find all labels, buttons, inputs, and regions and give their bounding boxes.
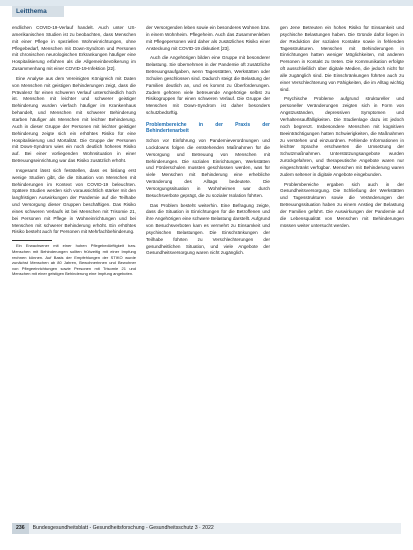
paragraph: Eine Analyse aus dem Vereinigten Königreich mit Daten von Menschen mit geistigen Behinderungen zeigt, dass die Prävalenz für einen schweren Verlauf unterschiedlich hoch ist. Menschen mit leichter und schwerer geistiger Behinderung wurden vierfach häufiger im Krankenhaus behandelt, und Menschen mit schwerer Behinderung starben häufiger als Menschen mit leichter Behinderung. Auch in dieser Gruppe der Personen mit leichter geistiger Behinderung zeigte sich ein erhöhtes Risiko für eine Hospitalisierung und Mortalität. Die Gruppe der Personen mit Down-Syndrom wies ein noch deutlich höheres Risiko auf. Bei einer vorliegenden Wohnsituation in einer Betreuungseinrichtung war das Risiko zusätzlich erhöht. [12,75,136,164]
paragraph: Problembereiche ergaben sich auch in der Gesundheitsversorgung. Die Schließung der Werkstätten und Tagesstrukturen sowie die Veränderungen der Betreuungssituation haben zu einem Anstieg der Belastung der Familien geführt. Die Auswirkungen der Pandemie auf die Lebensqualität von Menschen mit Behinderungen müssen weiter untersucht werden. [280,181,404,228]
paragraph: gen Jene Betreuten ein hohes Risiko für Einsamkeit und psychische Belastungen haben. Die Gründe dafür liegen in der Reduktion der sozialen Kontakte sowie in fehlenden Tagesstrukturen. Menschen mit Behinderungen in Einrichtungen hatten weniger Möglichkeiten, mit anderen Personen in Kontakt zu treten. Die Kommunikation erfolgte oft ausschließlich über digitale Medien, die jedoch nicht für alle zugänglich sind. Die Einschränkungen führten auch zu einer Verschlechterung von Fähigkeiten, die im Alltag wichtig sind. [280,25,404,92]
paragraph: Psychische Probleme aufgrund struktureller und personeller Veränderungen zeigten sich in Form von Angstzuständen, depressiven Symptomen und Verhaltensauffälligkeiten. Die Studienlage dazu ist jedoch noch begrenzt. Insbesondere Menschen mit kognitiven Beeinträchtigungen hatten Schwierigkeiten, die Maßnahmen zu verstehen und einzuordnen. Fehlende Informationen in leichter Sprache erschwerten die Umsetzung der Schutzmaßnahmen. Unterstützungsangebote wurden zurückgefahren, und therapeutische Angebote waren nur eingeschränkt verfügbar. Menschen mit Behinderung waren zudem seltener in digitale Angebote eingebunden. [280,96,404,177]
text-column-2 [146,25,270,260]
page-number: 236 [12,523,29,534]
section-label: Leitthema [12,6,64,17]
page-footer [12,523,401,534]
paragraph: Schon vor Einführung von Pandemieverordnungen und Lockdowns folgen die entstehenden Maßnahmen für die Versorgung und Betreuung von Menschen mit Behinderungen. Die sozialen Einrichtungen, Werkstätten und Förderschulen mussten geschlossen werden, was für viele Menschen mit Behinderung eine erhebliche Veränderung des Alltags bedeutete. Die Versorgungssituation in Wohnheimen war durch Besuchsverbote geprägt, die zu sozialer Isolation führten. [146,137,270,198]
footnote: Ein Erwachsener mit einer hohen Pflegebedürftigkeit bzw. Menschen mit Behinderungen sollten frühzeitig mit einer Impfung rechnen können. Auf Basis der Empfehlungen der STIKO wurde zunächst Menschen ab 80 Jahren, Bewohnerinnen und Bewohner von Pflegeeinrichtungen sowie Personen mit Trisomie 21 und Menschen mit einer geistigen Behinderung eine Impfung angeboten. [12,243,136,277]
section-heading: Problembereiche in der Praxis der Behindertenarbeit [146,121,270,135]
text-column-3 [280,25,404,232]
footnote-rule [12,240,52,241]
paragraph: Auch die Angehörigen bilden eine Gruppe mit besonderer Belastung. Sie übernehmen in der Pandemie oft zusätzliche Betreuungsaufgaben, wenn Tagesstätten, Werkstätten oder Schulen geschlossen sind. Dadurch steigt die Belastung der Familien deutlich an, und es kommt zu Überforderungen. Zudem gehören viele betreuende Angehörige selbst zu Risikogruppen für einen schweren Verlauf. Die Gruppe der Menschen mit Down-Syndrom ist daher besonders schutzbedürftig. [146,55,270,116]
text-column-1 [12,25,136,280]
paragraph: der Versorgenden leben sowie ein besonderes Wohnen bzw. in einem Wohnheim. Pflegeheim. Auch das Zusammenleben mit Pflegepersonen wird daher als zusätzliches Risiko einer Ansteckung mit COVID-19 diskutiert [23]. [146,25,270,51]
paragraph: endlichen COVID-19-Verlauf handelt. Auch unter US-amerikanischen Studien ist zu beobachten, dass Menschen mit einer Pflege in speziellen Wohneinrichtungen, ohne Pflegebedarf, Menschen mit Down-Syndrom und Personen mit chronischen neurologischen Erkrankungen häufiger eine Hospitalisierung erfahren als die Allgemeinbevölkerung im Zusammenhang mit einer COVID-19-Infektion [22]. [12,25,136,72]
paragraph: Das Problem besteht weiterhin. Eine Befragung zeigte, dass die Situation in Einrichtungen für die Betroffenen und ihre Angehörigen eine schwere Belastung darstellt. Aufgrund von Besuchsverboten kam es vermehrt zu Einsamkeit und psychischen Belastungen. Die Einschränkungen der Teilhabe führten zu Verschlechterungen der gesundheitlichen Situation, und viele Angebote der Gesundheitsversorgung waren nicht zugänglich. [146,202,270,256]
paragraph: Insgesamt lässt sich feststellen, dass es bislang erst wenige Studien gibt, die die Situation von Menschen mit Behinderungen im Kontext von COVID-19 beleuchten. Spätere Studien werden sich voraussichtlich stärker mit den langfristigen Auswirkungen der Pandemie auf die Teilhabe und Versorgung dieser Gruppen beschäftigen. Das Risiko eines schweren Verlaufs ist bei Menschen mit Trisomie 21, bei Personen mit Pflege in Wohneinrichtungen und bei Menschen mit schwerer Behinderung erhöht. Ein erhöhtes Risiko besteht auch für Personen mit Mehrfachbehinderung. [12,167,136,235]
journal-citation: Bundesgesundheitsblatt - Gesundheitsforschung - Gesundheitsschutz 3 · 2022 [32,525,214,531]
